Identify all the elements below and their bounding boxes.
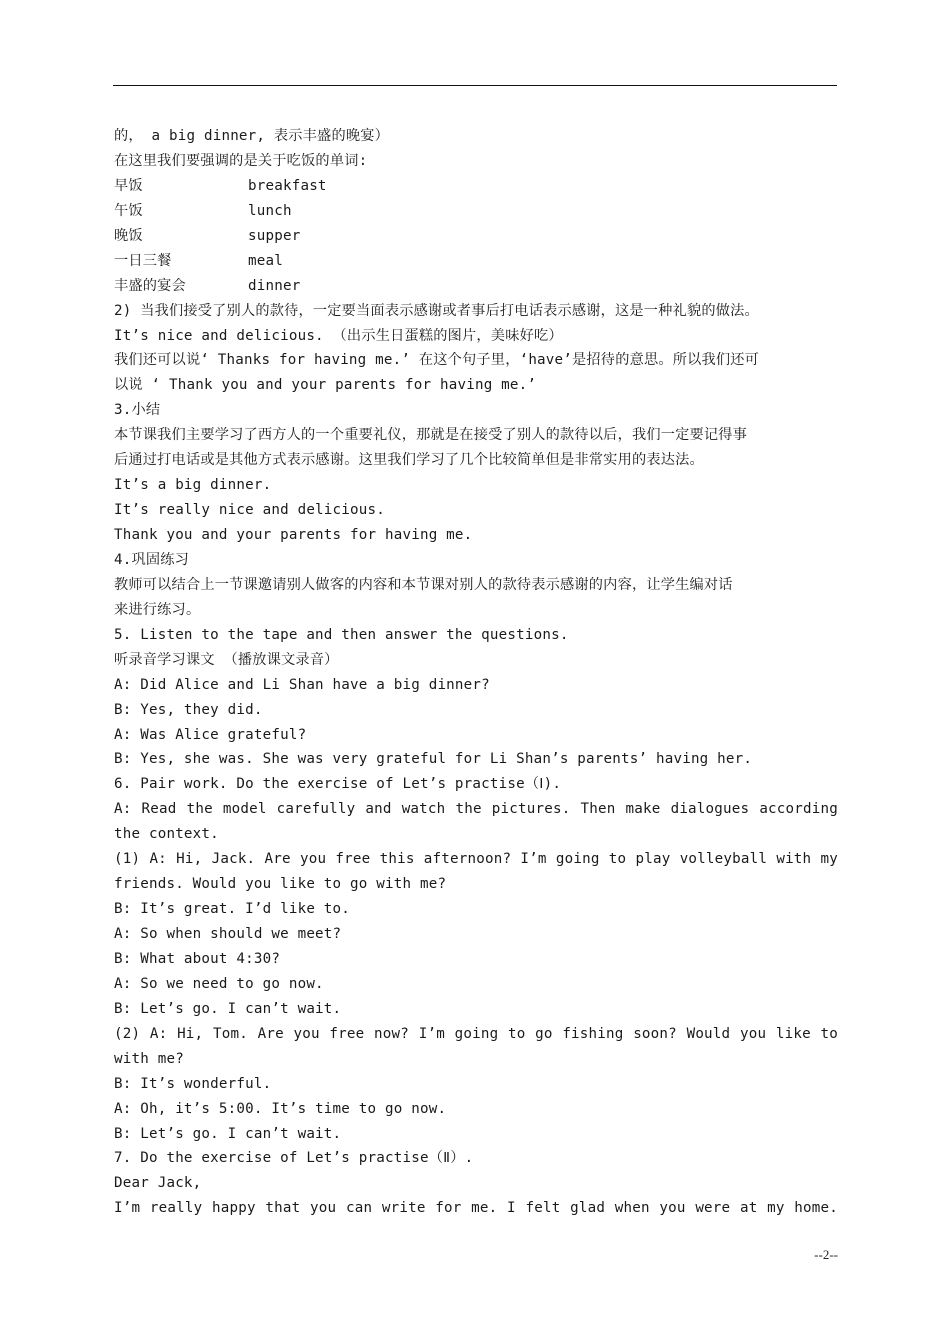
text-line: 本节课我们主要学习了西方人的一个重要礼仪，那就是在接受了别人的款待以后，我们一定要记得事 — [114, 427, 748, 444]
letter-line: I’m really happy that you can write for me. I felt glad when you were at my home. — [114, 1200, 838, 1217]
text-line: 教师可以结合上一节课邀请别人做客的内容和本节课对别人的款待表示感谢的内容，让学生编对话 — [114, 576, 733, 593]
dialogue-line: with me? — [114, 1050, 184, 1067]
dialogue-line: B: It’s great. I’d like to. — [114, 901, 351, 918]
vocab-row — [114, 249, 838, 274]
text-line: It’s really nice and delicious. — [114, 502, 385, 519]
page-number: --2-- — [814, 1247, 838, 1262]
section-heading: 4.巩固练习 — [114, 551, 190, 568]
text-line: 在这里我们要强调的是关于吃饭的单词: — [114, 152, 368, 169]
vocab-english: supper — [248, 227, 301, 244]
section-heading: 6. Pair work. Do the exercise of Let’s practise（Ⅰ). — [114, 776, 562, 793]
text-line: Thank you and your parents for having me. — [114, 527, 473, 543]
dialogue-line: B: What about 4:30? — [114, 950, 281, 967]
dialogue-line: B: Let’s go. I can’t wait. — [114, 1000, 342, 1017]
section-heading: 7. Do the exercise of Let’s practise（Ⅱ）. — [114, 1150, 474, 1167]
dialogue-line: A: So when should we meet? — [114, 926, 342, 942]
text-line: the context. — [114, 826, 219, 843]
text-line: A: Read the model carefully and watch the pictures. Then make dialogues according — [114, 801, 838, 818]
text-line: 以说 ‘ Thank you and your parents for having me.’ — [114, 377, 537, 394]
vocab-chinese: 晚饭 — [114, 227, 143, 244]
dialogue-line: B: It’s wonderful. — [114, 1075, 272, 1092]
vocab-chinese: 丰盛的宴会 — [114, 277, 186, 294]
letter-greeting: Dear Jack, — [114, 1175, 202, 1192]
text-line: 听录音学习课文 （播放课文录音） — [114, 651, 339, 668]
text-line: 的， a big dinner, 表示丰盛的晚宴） — [114, 128, 389, 144]
text-line: It’s a big dinner. — [114, 477, 272, 494]
vocab-row — [114, 174, 838, 199]
dialogue-line: (2) A: Hi, Tom. Are you free now? I’m going to go fishing soon? Would you like to — [114, 1025, 838, 1042]
dialogue-line: A: Did Alice and Li Shan have a big dinner? — [114, 676, 490, 693]
vocab-chinese: 早饭 — [114, 177, 143, 194]
text-line: 我们还可以说‘ Thanks for having me.’ 在这个句子里，‘have’是招待的意思。所以我们还可 — [114, 352, 760, 369]
dialogue-line: A: Oh, it’s 5:00. It’s time to go now. — [114, 1100, 447, 1117]
vocab-chinese: 午饭 — [114, 202, 143, 219]
vocab-row — [114, 199, 838, 224]
vocab-chinese: 一日三餐 — [114, 252, 172, 269]
vocab-english: meal — [248, 252, 283, 269]
vocab-row — [114, 224, 838, 249]
dialogue-line: friends. Would you like to go with me? — [114, 876, 447, 893]
dialogue-line: B: Yes, they did. — [114, 701, 263, 718]
text-line: It’s nice and delicious. （出示生日蛋糕的图片，美味好吃） — [114, 327, 563, 344]
text-line: 来进行练习。 — [114, 601, 201, 618]
document-body — [114, 124, 838, 1221]
section-heading: 3.小结 — [114, 402, 161, 419]
header-rule — [113, 85, 837, 86]
dialogue-line: B: Yes, she was. She was very grateful for Li Shan’s parents’ having her. — [114, 751, 753, 768]
text-line: 2) 当我们接受了别人的款待，一定要当面表示感谢或者事后打电话表示感谢，这是一种礼貌的做法。 — [114, 302, 759, 319]
dialogue-line: B: Let’s go. I can’t wait. — [114, 1125, 342, 1142]
dialogue-line: (1) A: Hi, Jack. Are you free this afternoon? I’m going to play volleyball with my — [114, 851, 838, 868]
vocab-english: dinner — [248, 277, 301, 294]
section-heading: 5. Listen to the tape and then answer the questions. — [114, 626, 569, 643]
dialogue-line: A: So we need to go now. — [114, 975, 324, 992]
vocab-english: lunch — [248, 202, 292, 219]
text-line: 后通过打电话或是其他方式表示感谢。这里我们学习了几个比较简单但是非常实用的表达法。 — [114, 452, 704, 469]
vocab-english: breakfast — [248, 177, 327, 194]
vocab-row — [114, 274, 838, 299]
dialogue-line: A: Was Alice grateful? — [114, 726, 307, 743]
